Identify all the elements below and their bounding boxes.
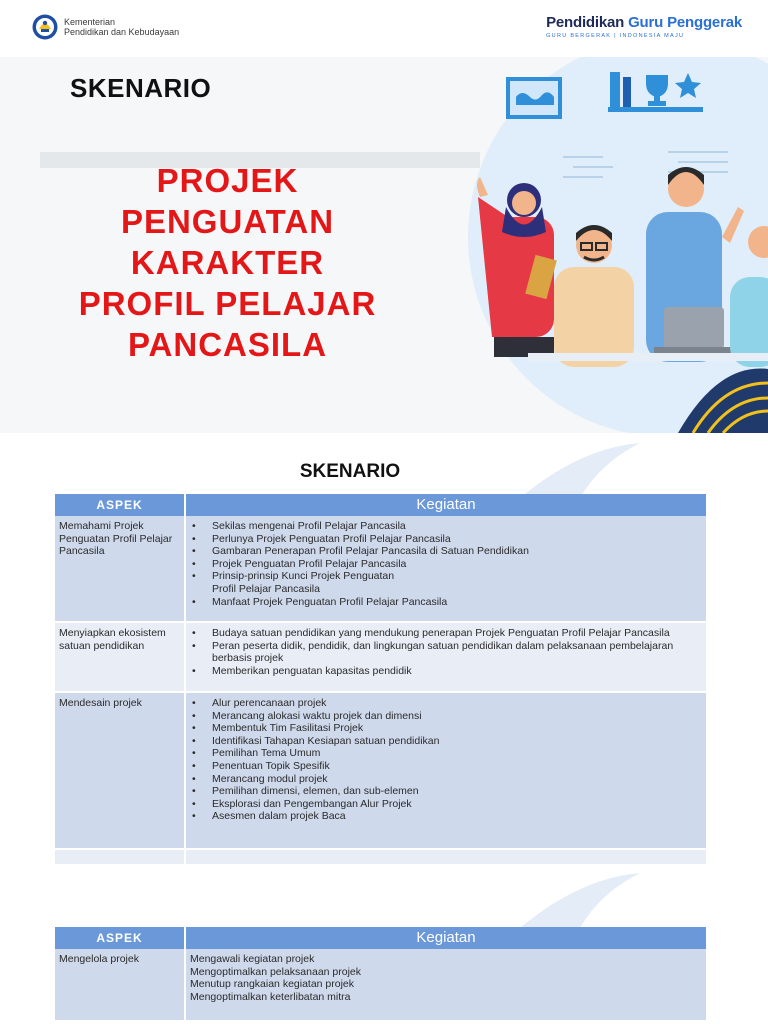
- guru-penggerak-logo: [546, 14, 742, 39]
- table-row: [55, 622, 707, 692]
- list-item: Mengoptimalkan pelaksanaan projek: [190, 965, 362, 978]
- list-item: • Manfaat Projek Penguatan Profil Pelajar Pancasila: [190, 596, 702, 609]
- table-row: [55, 692, 707, 849]
- list-item: • Identifikasi Tahapan Kesiapan satuan pendidikan: [190, 735, 702, 748]
- list-item: Menutup rangkaian kegiatan projek: [190, 978, 355, 991]
- list-item: • Pemilihan Tema Umum: [190, 747, 702, 760]
- list-item: • Pemilihan dimensi, elemen, dan sub-elemen: [190, 785, 702, 798]
- table-header-row: [55, 927, 707, 949]
- kegiatan-list: [190, 627, 702, 677]
- empty-cell: [55, 849, 185, 865]
- slide-title: SKENARIO: [299, 461, 401, 482]
- aspek-cell: Mengelola projek: [55, 949, 185, 1021]
- list-item: • Gambaran Penerapan Profil Pelajar Pancasila di Satuan Pendidikan: [190, 545, 702, 558]
- scenario-table-1: [55, 494, 708, 866]
- column-header-kegiatan: Kegiatan: [185, 494, 707, 516]
- kegiatan-cell: [185, 692, 707, 849]
- tut-wuri-handayani-logo-icon: [32, 14, 58, 40]
- cover-title-line: KARAKTER: [130, 244, 325, 281]
- table-row: [55, 516, 707, 622]
- scenario-table-2: [55, 927, 708, 1022]
- list-item: • Prinsip-prinsip Kunci Projek Penguatan Profil Pelajar Pancasila: [190, 570, 702, 595]
- cover-title-line: PENGUATAN: [120, 203, 335, 240]
- top-header-bar: [0, 0, 768, 57]
- table-row: [55, 949, 707, 1021]
- program-name-part-1: Pendidikan: [546, 14, 629, 31]
- aspek-cell: Mendesain projek: [55, 692, 185, 849]
- empty-cell: [185, 849, 707, 865]
- column-header-kegiatan: Kegiatan: [185, 927, 707, 949]
- list-item: • Asesmen dalam projek Baca: [190, 810, 702, 823]
- list-item: • Sekilas mengenai Profil Pelajar Pancasila: [190, 520, 702, 533]
- kegiatan-cell: [185, 622, 707, 692]
- kegiatan-cell: [185, 516, 707, 622]
- list-item: • Penentuan Topik Spesifik: [190, 760, 702, 773]
- kegiatan-list: [190, 697, 702, 823]
- table-row-empty: [55, 849, 707, 865]
- cover-title-line: PROJEK: [156, 162, 299, 199]
- cover-title: [40, 160, 415, 365]
- watermark-logo-icon: [520, 873, 640, 933]
- list-item: • Eksplorasi dan Pengembangan Alur Projek: [190, 798, 702, 811]
- table-header-row: [55, 494, 707, 516]
- kegiatan-cell: [185, 949, 707, 1021]
- cover-title-line: PANCASILA: [127, 326, 328, 363]
- column-header-aspek: ASPEK: [55, 494, 185, 516]
- list-item: • Memberikan penguatan kapasitas pendidik: [190, 665, 702, 678]
- list-item: • Merancang modul projek: [190, 773, 702, 786]
- list-item: • Perlunya Projek Penguatan Profil Pelajar Pancasila: [190, 533, 702, 546]
- list-item: Mengoptimalkan keterlibatan mitra: [190, 990, 351, 1003]
- aspek-cell: Memahami Projek Penguatan Profil Pelajar Pancasila: [55, 516, 185, 622]
- list-item: • Budaya satuan pendidikan yang mendukung penerapan Projek Penguatan Profil Pelajar Pancasila: [190, 627, 702, 640]
- list-item: • Alur perencanaan projek: [190, 697, 702, 710]
- cover-heading: SKENARIO: [70, 73, 212, 103]
- column-header-aspek: ASPEK: [55, 927, 185, 949]
- cover-slide: [0, 0, 768, 433]
- program-name: [546, 14, 742, 31]
- ministry-line-2: Pendidikan dan Kebudayaan: [64, 27, 180, 37]
- cover-title-line: PROFIL PELAJAR: [78, 285, 377, 322]
- ministry-name: [64, 17, 179, 37]
- list-item: • Membentuk Tim Fasilitasi Projek: [190, 722, 702, 735]
- program-name-part-2: Guru Penggerak: [628, 14, 742, 31]
- scenario-slide: [0, 433, 768, 1024]
- list-item: Mengawali kegiatan projek: [190, 953, 315, 965]
- list-item: • Merancang alokasi waktu projek dan dimensi: [190, 710, 702, 723]
- kegiatan-list: [190, 520, 702, 608]
- aspek-cell: Menyiapkan ekosistem satuan pendidikan: [55, 622, 185, 692]
- teachers-illustration: [468, 57, 768, 433]
- list-item: • Projek Penguatan Profil Pelajar Pancasila: [190, 558, 702, 571]
- list-item: • Peran peserta didik, pendidik, dan lingkungan satuan pendidikan dalam pelaksanaan pembelajaran berbasis projek: [190, 640, 702, 665]
- program-tagline: GURU BERGERAK | INDONESIA MAJU: [546, 33, 685, 39]
- ministry-line-1: Kementerian: [64, 17, 116, 27]
